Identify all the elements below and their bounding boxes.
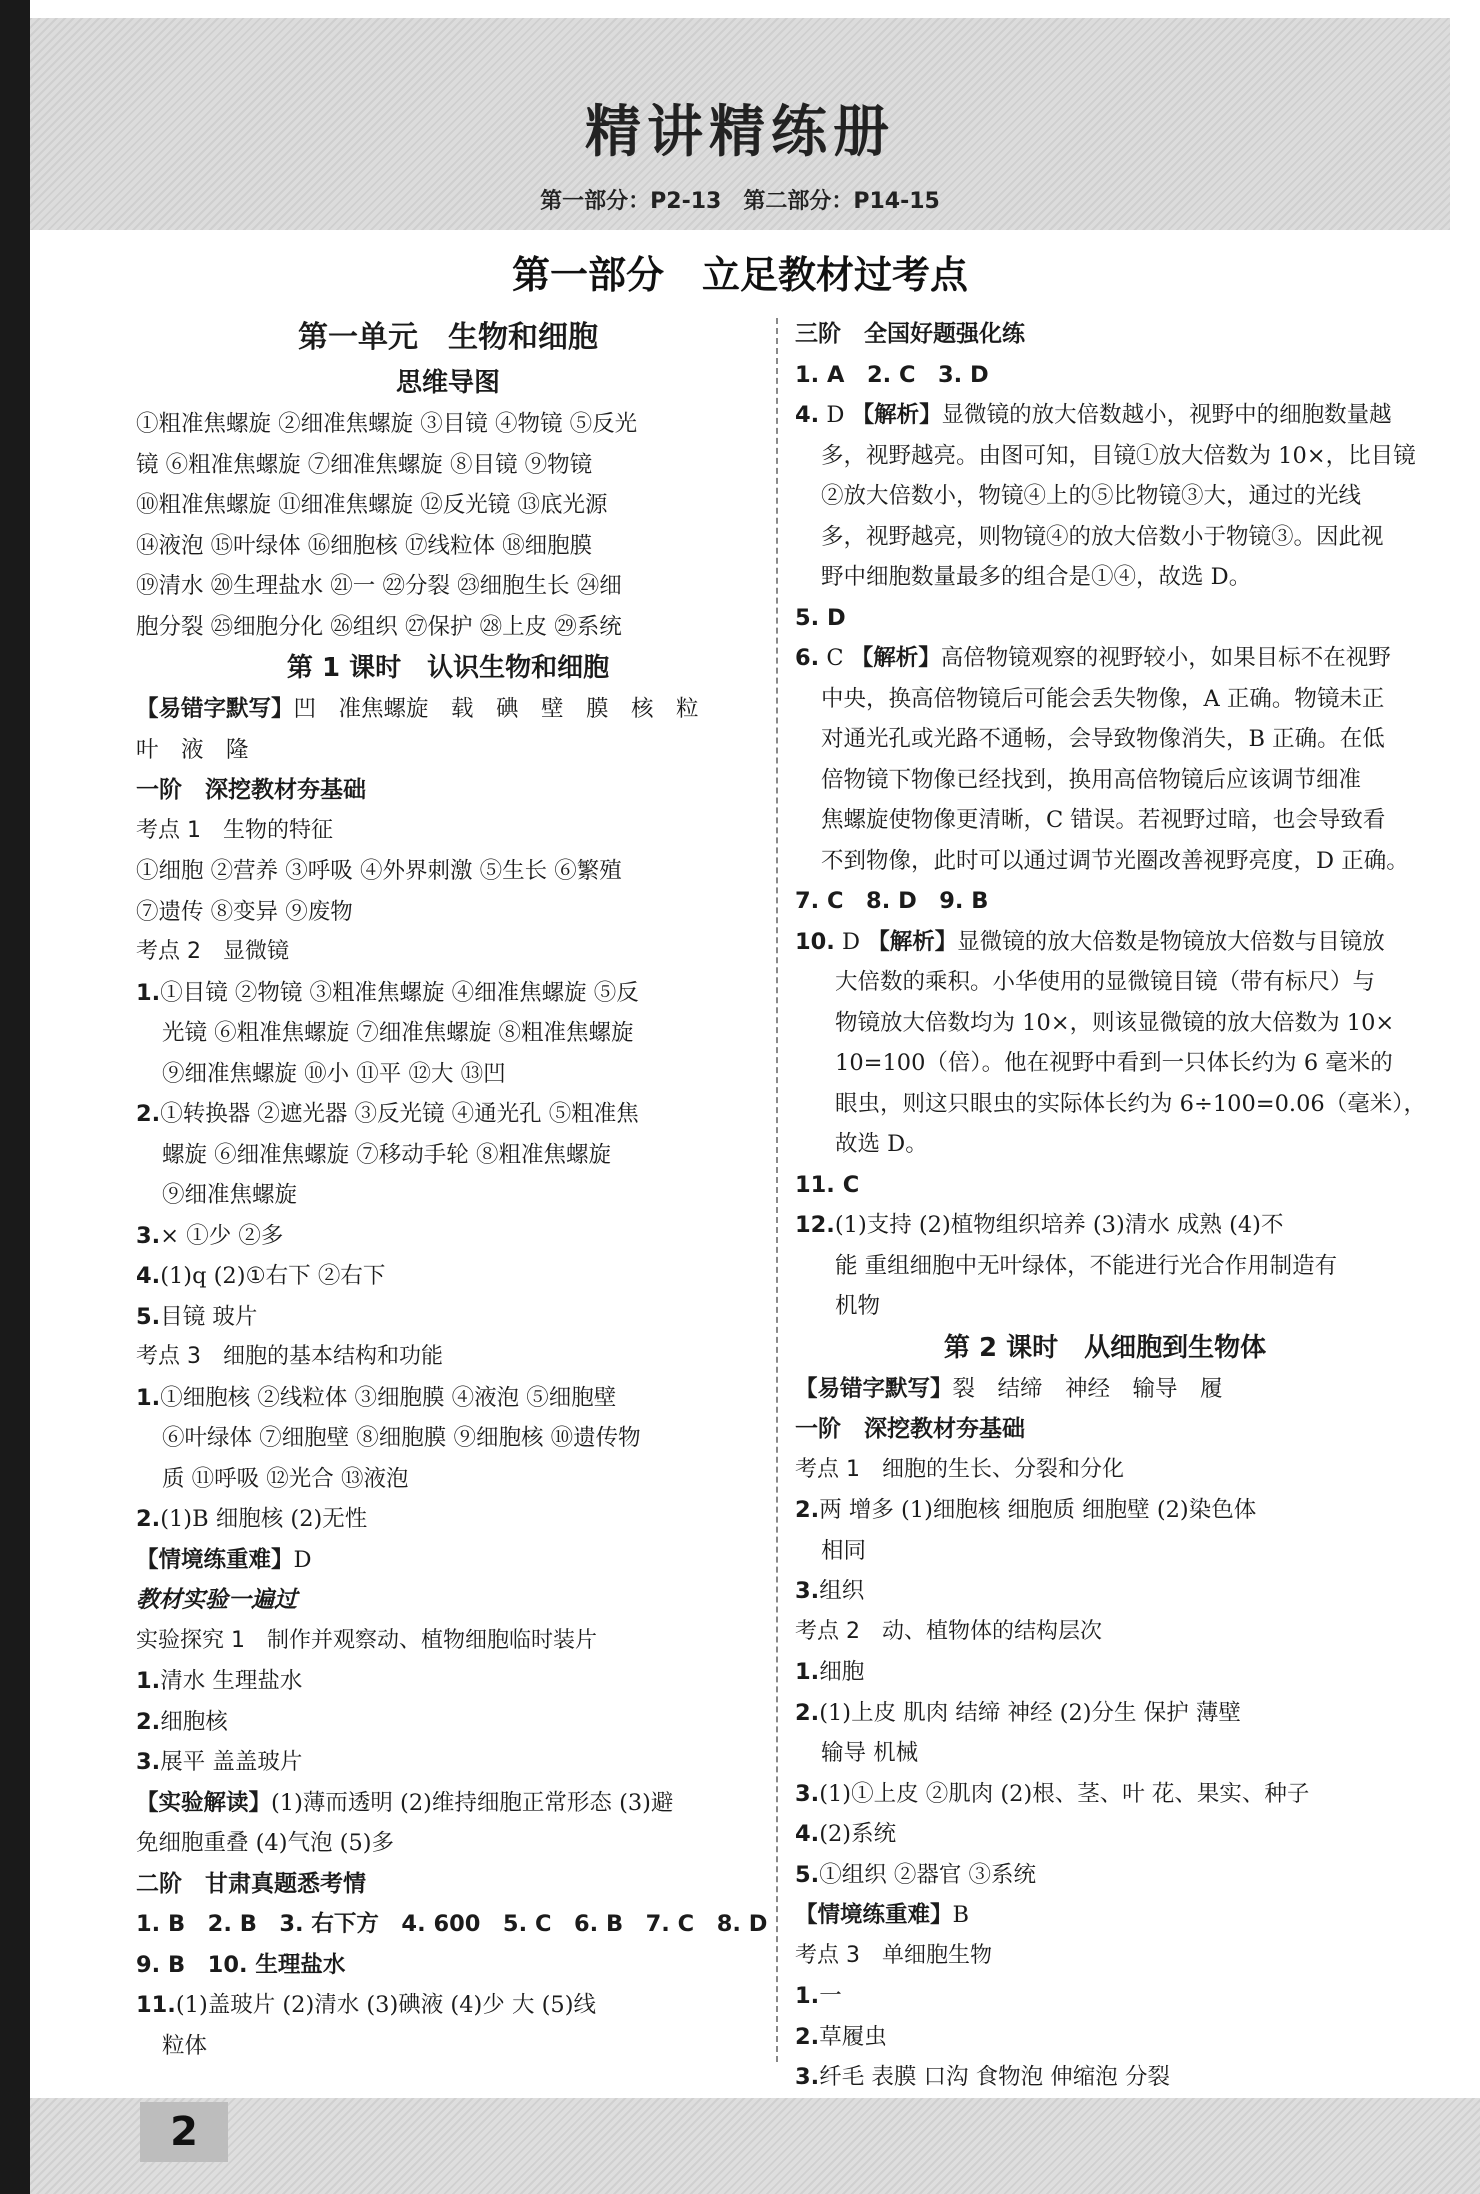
experiment-reading-cont: 免细胞重叠 (4)气泡 (5)多 — [136, 1830, 395, 1856]
item-number: 2. — [795, 1497, 820, 1523]
mindmap-line: ⑭液泡 ⑮叶绿体 ⑯细胞核 ⑰线粒体 ⑱细胞膜 — [136, 532, 593, 559]
answer-line — [795, 1490, 1415, 1531]
item-number: 11. — [136, 1992, 176, 2018]
experiment-title: 实验探究 1 制作并观察动、植物细胞临时装片 — [136, 1627, 597, 1653]
item-number: 4. — [136, 1263, 161, 1289]
answer-text: (1)B 细胞核 (2)无性 — [160, 1506, 368, 1532]
item-number: 6. — [795, 645, 820, 671]
item-number: 2. — [136, 1708, 161, 1735]
answer-text: 细胞 — [819, 1659, 865, 1685]
analysis-label: 【解析】 — [867, 928, 958, 955]
mindmap-line: 镜 ⑥粗准焦螺旋 ⑦细准焦螺旋 ⑧目镜 ⑨物镜 — [136, 451, 593, 478]
answer-text: (1)支持 (2)植物组织培养 (3)清水 成熟 (4)不 — [834, 1212, 1284, 1238]
answer-line — [136, 1499, 760, 1540]
answer-text: 纤毛 表膜 口沟 食物泡 伸缩泡 分裂 — [819, 2064, 1170, 2090]
answer-text: (2)系统 — [819, 1821, 897, 1847]
scenario-row — [795, 1895, 1415, 1936]
answer-line: 5. D — [795, 604, 846, 631]
answer-line — [795, 1571, 1415, 1612]
scenario-label: 【情境练重难】 — [795, 1902, 953, 1928]
kp-heading: 考点 1 细胞的生长、分裂和分化 — [795, 1456, 1124, 1482]
scenario-row — [136, 1540, 760, 1581]
answer-line — [136, 1661, 760, 1702]
kp-heading: 考点 2 动、植物体的结构层次 — [795, 1618, 1102, 1644]
answer-line — [795, 1652, 1415, 1693]
answer-text: 草履虫 — [819, 2023, 887, 2050]
mindmap-line: ①粗准焦螺旋 ②细准焦螺旋 ③目镜 ④物镜 ⑤反光 — [136, 411, 638, 437]
stage-heading: 二阶 甘肃真题悉考情 — [136, 1870, 366, 1897]
analysis-line: 物镜放大倍数均为 10×，则该显微镜的放大倍数为 10× — [835, 1009, 1395, 1036]
analysis-line: 焦螺旋使物像更清晰，C 错误。若视野过暗，也会导致看 — [821, 807, 1386, 833]
item-number: 5. — [795, 1861, 820, 1888]
item-number: 2. — [795, 2023, 820, 2050]
answer-choice: C — [826, 645, 844, 671]
answer-line: 螺旋 ⑥细准焦螺旋 ⑦移动手轮 ⑧粗准焦螺旋 — [162, 1141, 611, 1168]
answer-line — [795, 1814, 1415, 1855]
answer-text: 组织 — [819, 1578, 865, 1604]
answer-choice: D — [826, 402, 845, 428]
item-number: 1. — [136, 1668, 161, 1694]
analysis-line: 野中细胞数量最多的组合是①④，故选 D。 — [821, 564, 1252, 590]
answer-line — [136, 973, 760, 1014]
kp-heading: 考点 3 细胞的基本结构和功能 — [136, 1344, 443, 1369]
analysis-line: 对通光孔或光路不通畅，会导致物像消失，B 正确。在低 — [821, 726, 1385, 752]
experiment-reading — [136, 1783, 760, 1824]
answer-text: 细胞核 — [160, 1708, 228, 1735]
page-range: 第一部分：P2-13 第二部分：P14-15 — [540, 189, 940, 214]
answer-line — [136, 1378, 760, 1419]
mindmap-line: 胞分裂 ㉕细胞分化 ㉖组织 ㉗保护 ㉘上皮 ㉙系统 — [136, 613, 622, 640]
answer-line: ⑨细准焦螺旋 ⑩小 ⑪平 ⑫大 ⑬凹 — [162, 1060, 506, 1087]
item-number: 1. — [136, 979, 161, 1006]
analysis-line: 倍物镜下物像已经找到，换用高倍物镜后应该调节细准 — [821, 766, 1362, 793]
item-number: 1. — [795, 1983, 820, 2009]
answer-line — [136, 1742, 760, 1783]
item-number: 2. — [795, 1699, 820, 1726]
answer-line — [795, 2017, 1415, 2058]
answer-text: 目镜 玻片 — [160, 1303, 258, 1330]
analysis-line: 大倍数的乘积。小华使用的显微镜目镜（带有标尺）与 — [835, 969, 1376, 995]
unit-title: 第一单元 生物和细胞 — [298, 320, 598, 355]
mindmap-line: ⑩粗准焦螺旋 ⑪细准焦螺旋 ⑫反光镜 ⑬底光源 — [136, 492, 608, 518]
mindmap-line: ⑲清水 ⑳生理盐水 ㉑一 ㉒分裂 ㉓细胞生长 ㉔细 — [136, 573, 622, 599]
answer-choice: D — [842, 928, 861, 955]
answer-text: ①目镜 ②物镜 ③粗准焦螺旋 ④细准焦螺旋 ⑤反 — [160, 979, 639, 1006]
analysis-line: 10=100（倍）。他在视野中看到一只体长约为 6 毫米的 — [835, 1050, 1393, 1076]
answer-line — [795, 638, 1415, 679]
item-number: 5. — [136, 1303, 161, 1330]
answer-line — [795, 1976, 1415, 2017]
item-number: 2. — [136, 1101, 161, 1127]
answer-line: ①细胞 ②营养 ③呼吸 ④外界刺激 ⑤生长 ⑥繁殖 — [136, 858, 622, 884]
answer-line: ⑦遗传 ⑧变异 ⑨废物 — [136, 898, 353, 925]
answer-line: 1. A 2. C 3. D — [795, 361, 989, 388]
answer-line: 机物 — [835, 1293, 881, 1319]
right-column — [795, 314, 1426, 2098]
book-title: 精讲精练册 — [585, 100, 895, 165]
answer-line — [136, 1256, 760, 1297]
typo-text: 凹 准焦螺旋 载 碘 壁 膜 核 粒 — [293, 696, 699, 722]
typo-row-cont: 叶 液 隆 — [136, 736, 249, 763]
answer-line: 能 重组细胞中无叶绿体，不能进行光合作用制造有 — [835, 1252, 1338, 1279]
analysis-text: 高倍物镜观察的视野较小，如果目标不在视野 — [940, 645, 1391, 671]
answer-line: 7. C 8. D 9. B — [795, 888, 989, 914]
answer-line: 光镜 ⑥粗准焦螺旋 ⑦细准焦螺旋 ⑧粗准焦螺旋 — [162, 1020, 634, 1046]
answer-line: 11. C — [795, 1171, 860, 1198]
column-divider — [776, 318, 778, 2062]
part-title: 第一部分 立足教材过考点 — [511, 253, 968, 297]
answer-line — [136, 1297, 760, 1338]
left-column — [136, 314, 768, 2066]
analysis-line: 眼虫，则这只眼虫的实际体长约为 6÷100=0.06（毫米）， — [835, 1090, 1426, 1117]
analysis-line: 中央，换高倍物镜后可能会丢失物像，A 正确。物镜未正 — [821, 685, 1385, 712]
answer-line — [795, 1855, 1415, 1896]
typo-row — [795, 1369, 1415, 1410]
stage-heading: 一阶 深挖教材夯基础 — [136, 777, 366, 803]
answer-text: 清水 生理盐水 — [160, 1668, 303, 1694]
analysis-label: 【解析】 — [851, 402, 942, 428]
footer-band — [30, 2098, 1480, 2194]
answer-text: ①细胞核 ②线粒体 ③细胞膜 ④液泡 ⑤细胞壁 — [160, 1384, 617, 1411]
answer-line — [136, 1094, 760, 1135]
item-number: 3. — [136, 1222, 161, 1249]
answer-text: ①组织 ②器官 ③系统 — [819, 1861, 1037, 1888]
answer-line — [136, 1216, 760, 1257]
answer-text: 展平 盖盖玻片 — [160, 1749, 303, 1775]
answer-text: (1)①上皮 ②肌肉 (2)根、茎、叶 花、果实、种子 — [819, 1780, 1310, 1807]
analysis-line: 故选 D。 — [835, 1131, 928, 1157]
answer-line — [136, 1702, 760, 1743]
answer-line — [795, 922, 1415, 963]
lesson-title: 第 2 课时 从细胞到生物体 — [943, 1332, 1267, 1363]
scenario-label: 【情境练重难】 — [136, 1546, 294, 1573]
item-number: 3. — [136, 1749, 161, 1775]
answer-line — [795, 2057, 1415, 2098]
answer-line — [795, 1774, 1415, 1815]
answer-line — [795, 395, 1415, 436]
answer-text: (1)上皮 肌肉 结缔 神经 (2)分生 保护 薄壁 — [819, 1699, 1241, 1726]
item-number: 4. — [795, 402, 820, 428]
answer-text: (1)q (2)①右下 ②右下 — [160, 1263, 386, 1289]
answer-line: 输导 机械 — [821, 1740, 919, 1766]
scenario-answer: D — [293, 1546, 312, 1573]
analysis-text: 显微镜的放大倍数是物镜放大倍数与目镜放 — [957, 928, 1385, 955]
answer-line: 9. B 10. 生理盐水 — [136, 1951, 346, 1978]
answer-text: 两 增多 (1)细胞核 细胞质 细胞壁 (2)染色体 — [819, 1497, 1257, 1523]
typo-row — [136, 689, 760, 730]
answer-line: ⑥叶绿体 ⑦细胞壁 ⑧细胞膜 ⑨细胞核 ⑩遗传物 — [162, 1425, 641, 1451]
answer-text: 一 — [819, 1983, 842, 2009]
answer-line — [136, 1985, 760, 2026]
item-number: 4. — [795, 1821, 820, 1847]
answer-line — [795, 1693, 1415, 1734]
experiment-heading: 教材实验一遍过 — [136, 1586, 297, 1613]
answer-line — [795, 1205, 1415, 1246]
exp-read-text: (1)薄而透明 (2)维持细胞正常形态 (3)避 — [271, 1789, 674, 1816]
scenario-answer: B — [952, 1902, 970, 1928]
page-number: 2 — [140, 2102, 228, 2162]
stage-heading: 三阶 全国好题强化练 — [795, 321, 1025, 347]
answer-text: × ①少 ②多 — [160, 1222, 284, 1249]
kp-heading: 考点 2 显微镜 — [136, 939, 289, 964]
mindmap-title: 思维导图 — [395, 368, 500, 398]
book-spine — [0, 0, 30, 2194]
analysis-label: 【解析】 — [850, 645, 941, 671]
item-number: 2. — [136, 1506, 161, 1532]
analysis-text: 显微镜的放大倍数越小，视野中的细胞数量越 — [941, 402, 1392, 428]
typo-label: 【易错字默写】 — [136, 696, 294, 722]
answer-text: ①转换器 ②遮光器 ③反光镜 ④通光孔 ⑤粗准焦 — [160, 1101, 639, 1127]
stage-heading: 一阶 深挖教材夯基础 — [795, 1416, 1025, 1442]
analysis-line: 多，视野越亮，则物镜④的放大倍数小于物镜③。因此视 — [821, 523, 1384, 550]
lesson-title: 第 1 课时 认识生物和细胞 — [286, 653, 610, 683]
typo-label: 【易错字默写】 — [795, 1375, 953, 1402]
item-number: 10. — [795, 928, 835, 955]
answer-line: 1. B 2. B 3. 右下方 4. 600 5. C 6. B 7. C 8. D — [136, 1911, 768, 1937]
typo-text: 裂 结缔 神经 输导 履 — [952, 1375, 1223, 1402]
item-number: 3. — [795, 1578, 820, 1604]
answer-line: ⑨细准焦螺旋 — [162, 1182, 298, 1208]
answer-text: (1)盖玻片 (2)清水 (3)碘液 (4)少 大 (5)线 — [175, 1992, 596, 2018]
item-number: 1. — [136, 1384, 161, 1411]
answer-line: 粒体 — [162, 2032, 208, 2059]
exp-read-label: 【实验解读】 — [136, 1789, 272, 1816]
item-number: 1. — [795, 1659, 820, 1685]
analysis-line: 不到物像，此时可以通过调节光圈改善视野亮度，D 正确。 — [821, 847, 1409, 874]
kp-heading: 考点 3 单细胞生物 — [795, 1942, 992, 1968]
answer-line: 相同 — [821, 1537, 867, 1564]
analysis-line: 多，视野越亮。由图可知，目镜①放大倍数为 10×，比目镜 — [821, 442, 1416, 469]
item-number: 3. — [795, 1780, 820, 1807]
item-number: 12. — [795, 1212, 835, 1238]
analysis-line: ②放大倍数小，物镜④上的⑤比物镜③大，通过的光线 — [821, 483, 1362, 509]
kp-heading: 考点 1 生物的特征 — [136, 817, 333, 843]
item-number: 3. — [795, 2064, 820, 2090]
answer-line: 质 ⑪呼吸 ⑫光合 ⑬液泡 — [162, 1465, 409, 1492]
